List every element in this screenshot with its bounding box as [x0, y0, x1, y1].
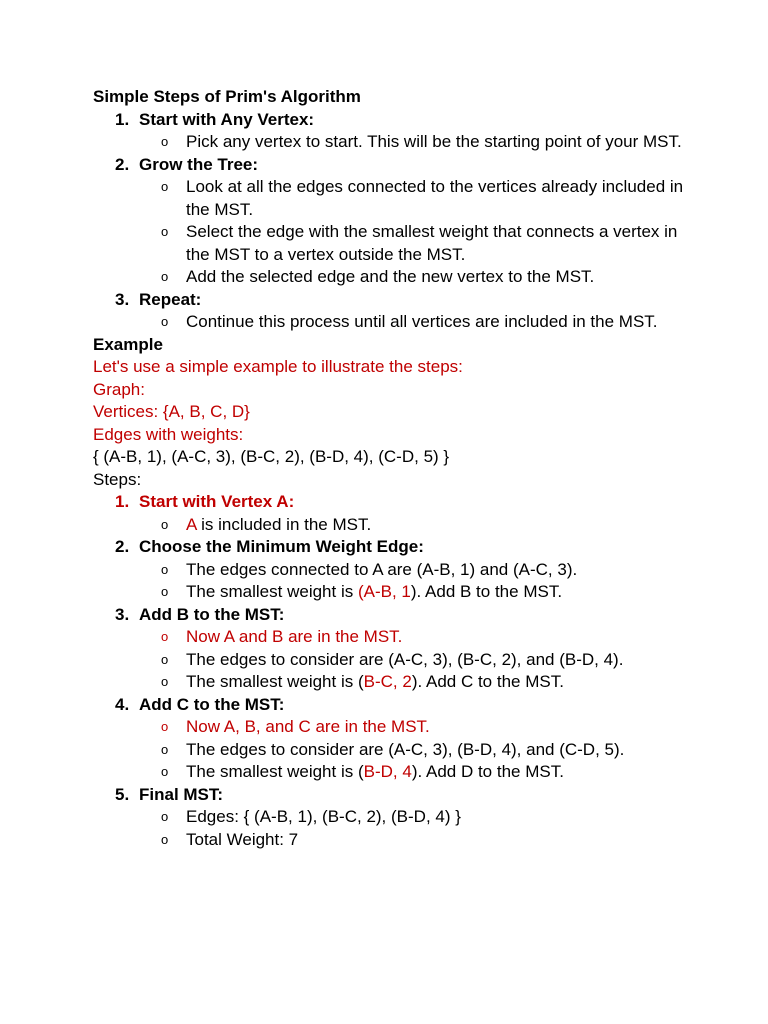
- step-label: Grow the Tree:: [139, 154, 259, 174]
- numbered-step: [93, 784, 693, 807]
- bullet-text-segment: Edges: { (A-B, 1), (B-C, 2), (B-D, 4) }: [186, 807, 461, 826]
- hollow-bullet-icon: o: [161, 179, 169, 194]
- algorithm-steps-list: [93, 109, 693, 334]
- bullet-text-segment: B-C, 2: [363, 672, 412, 691]
- document-title: Simple Steps of Prim's Algorithm: [93, 87, 361, 106]
- bullet-item: [93, 739, 693, 762]
- step-label: Repeat:: [139, 289, 202, 309]
- step-number: 2.: [115, 537, 130, 556]
- bullet-text-segment: ). Add C to the MST.: [411, 672, 564, 691]
- document-page: [93, 86, 693, 851]
- bullet-text-segment: is included in the MST.: [196, 514, 372, 534]
- hollow-bullet-icon: o: [161, 516, 169, 532]
- bullet-text-segment: Now A, B, and C are in the MST.: [186, 717, 430, 736]
- hollow-bullet-icon: o: [161, 719, 169, 734]
- bullet-item: [93, 761, 693, 784]
- bullet-text-segment: B-D, 4: [363, 762, 412, 781]
- example-heading: Example: [93, 334, 163, 354]
- hollow-bullet-icon: o: [161, 651, 169, 667]
- hollow-bullet-icon: o: [161, 224, 169, 239]
- hollow-bullet-icon: o: [161, 831, 169, 847]
- numbered-step: [93, 289, 693, 312]
- bullet-item: [93, 829, 693, 852]
- edges-line: { (A-B, 1), (A-C, 3), (B-C, 2), (B-D, 4), (C-D, 5) }: [93, 447, 450, 466]
- bullet-item: [93, 176, 693, 221]
- hollow-bullet-icon: o: [161, 314, 169, 329]
- step-number: 3.: [115, 289, 130, 309]
- hollow-bullet-icon: o: [161, 134, 169, 149]
- numbered-step: [93, 154, 693, 177]
- steps-label: Steps:: [93, 469, 142, 489]
- hollow-bullet-icon: o: [161, 269, 169, 284]
- example-intro: Let's use a simple example to illustrate the steps:: [93, 357, 463, 376]
- bullet-text-segment: (A-B, 1: [357, 582, 411, 601]
- numbered-step: [93, 109, 693, 132]
- bullet-text-segment: The smallest weight is (: [186, 672, 364, 691]
- step-label: Add C to the MST:: [139, 694, 285, 714]
- step-number: 3.: [115, 604, 130, 624]
- step-number: 2.: [115, 154, 130, 174]
- step-label: Final MST:: [139, 784, 224, 804]
- bullet-item: [93, 131, 693, 154]
- step-number: 4.: [115, 694, 130, 714]
- bullet-text-segment: The edges to consider are (A-C, 3), (B-D, 4), and (C-D, 5).: [186, 739, 625, 759]
- bullet-text: Look at all the edges connected to the vertices already included in the MST.: [186, 177, 684, 219]
- bullet-item: [93, 716, 693, 739]
- hollow-bullet-icon: o: [161, 584, 169, 599]
- hollow-bullet-icon: o: [161, 674, 169, 689]
- hollow-bullet-icon: o: [161, 809, 169, 824]
- numbered-step: [93, 604, 693, 627]
- step-number: 1.: [115, 492, 130, 511]
- bullet-item: [93, 649, 693, 672]
- edges-label: Edges with weights:: [93, 424, 244, 444]
- bullet-item: [93, 266, 693, 289]
- bullet-item: [93, 311, 693, 334]
- hollow-bullet-icon: o: [161, 629, 169, 644]
- bullet-item: [93, 559, 693, 582]
- step-label: Choose the Minimum Weight Edge:: [139, 537, 424, 556]
- hollow-bullet-icon: o: [161, 741, 169, 757]
- step-number: 1.: [115, 109, 130, 129]
- bullet-text-segment: A: [186, 514, 197, 534]
- bullet-text: Select the edge with the smallest weight that connects a vertex in the MST to a vertex outside the MST.: [186, 222, 678, 264]
- bullet-text-segment: The smallest weight is (: [186, 762, 364, 781]
- hollow-bullet-icon: o: [161, 764, 169, 779]
- bullet-text-segment: The smallest weight is: [186, 582, 358, 601]
- example-steps-list: [93, 491, 693, 851]
- numbered-step: [93, 536, 693, 559]
- numbered-step: [93, 694, 693, 717]
- bullet-item: [93, 514, 693, 537]
- graph-label: Graph:: [93, 379, 145, 399]
- bullet-text-segment: Total Weight: 7: [186, 829, 299, 849]
- bullet-text-segment: The edges to consider are (A-C, 3), (B-C, 2), and (B-D, 4).: [186, 649, 624, 669]
- bullet-text-segment: ). Add B to the MST.: [410, 582, 563, 601]
- bullet-text-segment: The edges connected to A are (A-B, 1) and (A-C, 3).: [186, 559, 578, 579]
- bullet-text: Add the selected edge and the new vertex to the MST.: [186, 267, 595, 286]
- hollow-bullet-icon: o: [161, 561, 169, 577]
- step-label: Start with Vertex A:: [139, 492, 295, 511]
- bullet-item: [93, 581, 693, 604]
- vertices-line: Vertices: {A, B, C, D}: [93, 402, 250, 421]
- bullet-text: Pick any vertex to start. This will be the starting point of your MST.: [186, 132, 682, 151]
- numbered-step: [93, 491, 693, 514]
- step-number: 5.: [115, 784, 130, 804]
- bullet-text: Continue this process until all vertices are included in the MST.: [186, 312, 658, 331]
- bullet-item: [93, 806, 693, 829]
- bullet-text-segment: ). Add D to the MST.: [411, 762, 564, 781]
- bullet-text-segment: Now A and B are in the MST.: [186, 627, 403, 646]
- bullet-item: [93, 671, 693, 694]
- step-label: Start with Any Vertex:: [139, 109, 315, 129]
- bullet-item: [93, 221, 693, 266]
- step-label: Add B to the MST:: [139, 604, 285, 624]
- bullet-item: [93, 626, 693, 649]
